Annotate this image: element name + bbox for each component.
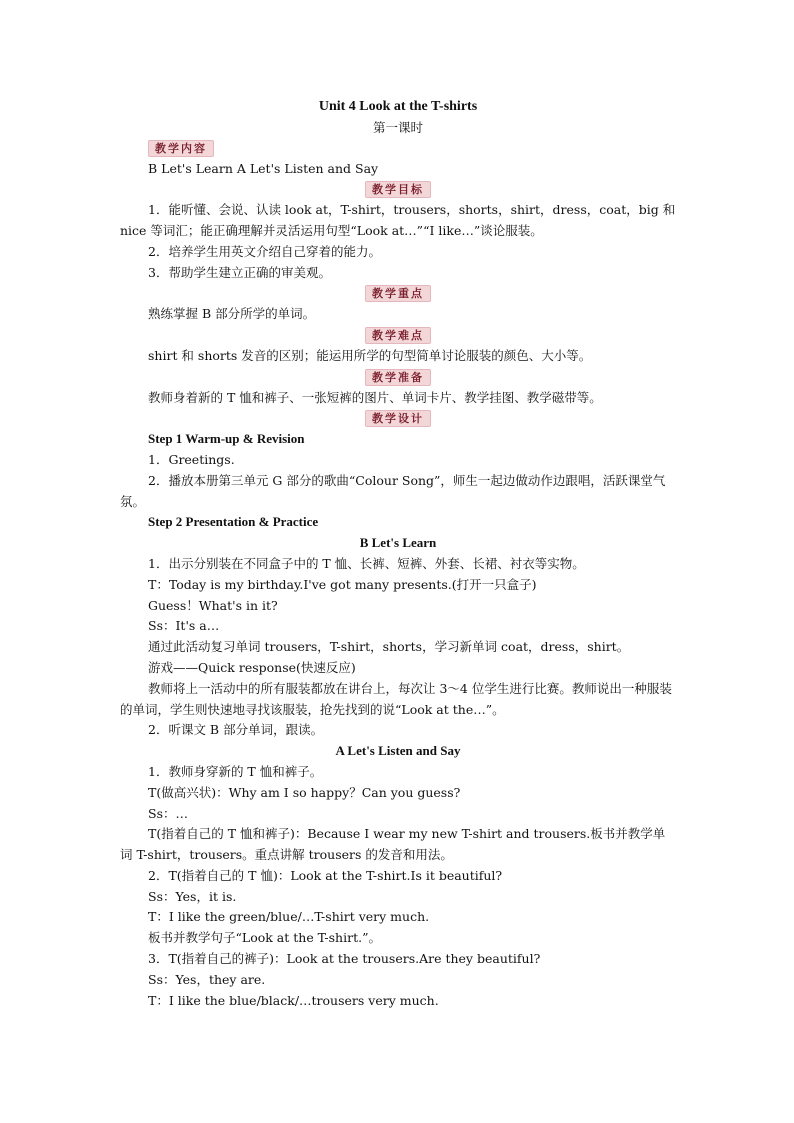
section-key-points-header [120, 284, 676, 305]
objective-item: 2．培养学生用英文介绍自己穿着的能力。 [148, 243, 381, 259]
section-preparation-header [120, 367, 676, 388]
listen-line: 2．听课文 B 部分单词，跟读。 [148, 722, 324, 738]
section-tag-key-points: 教学重点 [365, 285, 431, 302]
step2-line: 板书并教学句子“Look at the T-shirt.”。 [148, 930, 381, 946]
key-points-text: 熟练掌握 B 部分所学的单词。 [148, 306, 316, 322]
step2-line: 3．T(指着自己的裤子)：Look at the trousers.Are they beautiful? [148, 951, 541, 967]
section-objectives-header [120, 180, 676, 201]
section-content-header [120, 138, 676, 159]
step1-line: 2．播放本册第三单元 G 部分的歌曲“Colour Song”，师生一起边做动作边跟唱，活跃课堂气氛。 [120, 472, 666, 509]
difficulties-text: shirt 和 shorts 发音的区别；能运用所学的句型简单讨论服装的颜色、大小等。 [148, 347, 592, 363]
step2-line: 1．出示分别装在不同盒子中的 T 恤、长裤、短裤、外套、长裙、衬衣等实物。 [148, 555, 585, 571]
preparation-text: 教师身着新的 T 恤和裤子、一张短裤的图片、单词卡片、教学挂图、教学磁带等。 [148, 389, 602, 405]
game-paragraph: 教师将上一活动中的所有服装都放在讲台上，每次让 3～4 位学生进行比赛。教师说出一种服装的单词，学生则快速地寻找该服装，抢先找到的说“Look at the…”。 [120, 680, 672, 717]
step2-line: Ss：Yes，they are. [148, 971, 266, 987]
step2-line: 通过此活动复习单词 trousers，T-shirt，shorts，学习新单词 coat，dress，shirt。 [148, 639, 630, 655]
step2-line: T(做高兴状)：Why am I so happy？Can you guess? [148, 784, 461, 800]
step2-line: 1．教师身穿新的 T 恤和裤子。 [148, 763, 323, 779]
step2-line: Ss：Yes，it is. [148, 888, 237, 904]
step2-line: T：Today is my birthday.I've got many presents.(打开一只盒子) [148, 576, 537, 592]
content-text: B Let's Learn A Let's Listen and Say [148, 160, 379, 176]
lesson-plan-page [120, 96, 676, 1011]
section-tag-objectives: 教学目标 [365, 181, 431, 198]
section-design-header [120, 408, 676, 429]
objective-item: 3．帮助学生建立正确的审美观。 [148, 264, 331, 280]
step1-line: 1．Greetings. [148, 451, 235, 467]
step2-sub-heading-b: B Let's Learn [359, 535, 437, 551]
step2-line: 2．T(指着自己的 T 恤)：Look at the T-shirt.Is it beautiful? [148, 867, 503, 883]
page-title: Unit 4 Look at the T-shirts [318, 99, 478, 114]
step2-line: 游戏——Quick response(快速反应) [148, 659, 356, 675]
board-paragraph: T(指着自己的 T 恤和裤子)：Because I wear my new T-shirt and trousers.板书并教学单词 T-shirt，trousers。重点讲解 trousers 的发音和用法。 [120, 826, 666, 863]
step2-line: Ss：It's a… [148, 618, 220, 634]
step2-line: Ss：… [148, 805, 188, 821]
step1-heading: Step 1 Warm-up & Revision [148, 431, 305, 447]
section-tag-design: 教学设计 [365, 410, 431, 427]
section-tag-difficulties: 教学难点 [365, 327, 431, 344]
step2-heading: Step 2 Presentation & Practice [148, 514, 319, 530]
step2-line: T：I like the green/blue/…T-shirt very much. [148, 909, 430, 925]
section-tag-content: 教学内容 [148, 140, 214, 157]
step2-line: T：I like the blue/black/…trousers very much. [148, 992, 439, 1008]
step2-line: Guess！What's in it? [148, 597, 278, 613]
objective-item: 1．能听懂、会说、认读 look at，T-shirt，trousers，shorts，shirt，dress，coat，big 和 nice 等词汇；能正确理解并灵活运用句型“Look at…”“I like…”谈论服装。 [120, 202, 676, 239]
page-subtitle: 第一课时 [372, 120, 423, 135]
section-tag-preparation: 教学准备 [365, 369, 431, 386]
step2-sub-heading-a: A Let's Listen and Say [335, 743, 461, 759]
section-difficulties-header [120, 325, 676, 346]
